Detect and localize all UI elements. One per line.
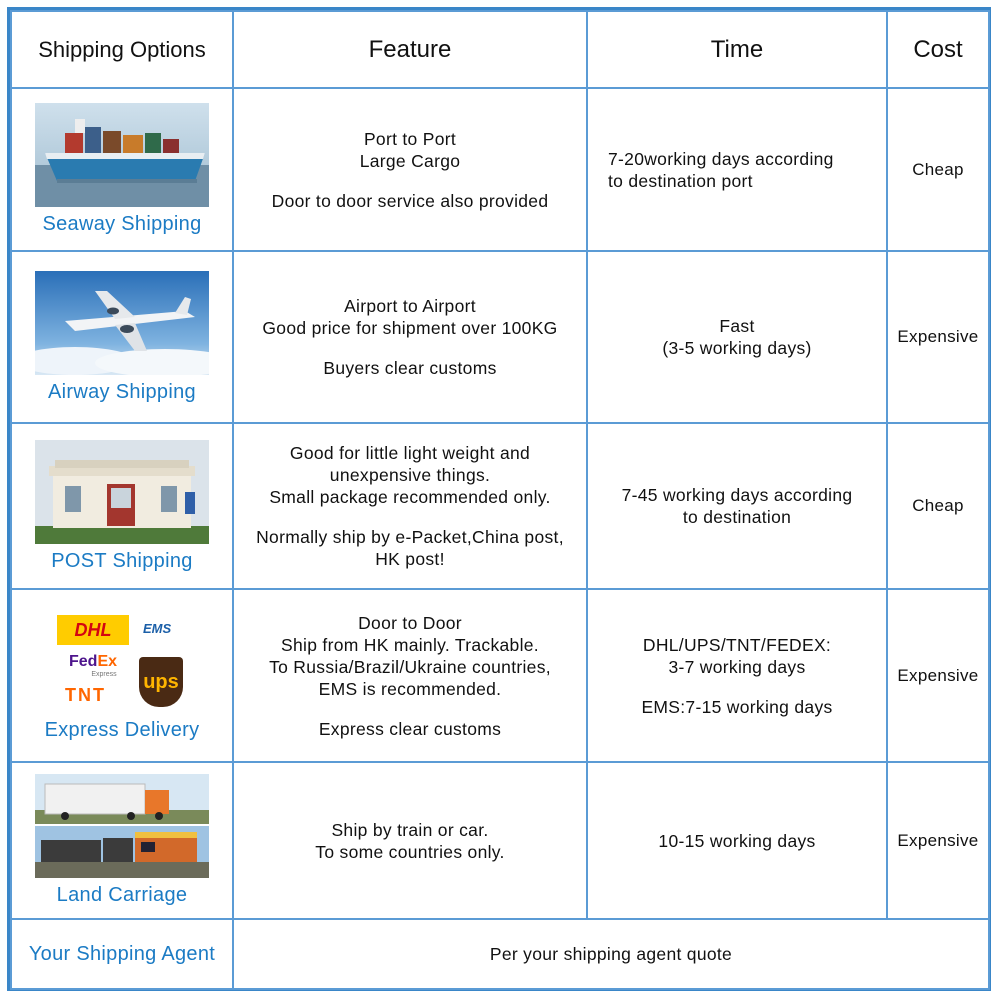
ems-logo: EMS (143, 621, 172, 636)
table-row-express (11, 589, 989, 762)
feature-gap (234, 700, 586, 718)
time-line: EMS:7-15 working days (641, 696, 833, 717)
option-cell (11, 423, 233, 589)
courier-logos-icon (35, 609, 209, 713)
agent-quote-cell: Per your shipping agent quote (233, 919, 989, 989)
option-label: Seaway Shipping (42, 213, 202, 235)
cargo-ship-icon (35, 103, 209, 207)
table-row-agent (11, 919, 989, 989)
header-time: Time (587, 11, 887, 88)
fedex-logo-sub: Express (91, 671, 117, 678)
time-line: 3-7 working days (668, 656, 806, 677)
feature-line: Door to door service also provided (271, 190, 549, 211)
table-row-seaway (11, 88, 989, 251)
option-label: Your Shipping Agent (28, 942, 216, 965)
table-header-row (11, 11, 989, 88)
option-label: Land Carriage (56, 884, 188, 906)
time-line: (3-5 working days) (662, 338, 812, 358)
feature-cell (233, 251, 587, 423)
shipping-options-table (10, 10, 990, 990)
dhl-logo: DHL (57, 615, 129, 645)
feature-line: Port to Port (363, 128, 457, 149)
fedex-logo (69, 653, 117, 678)
option-cell (11, 919, 233, 989)
feature-line: Good price for shipment over 100KG (262, 318, 558, 338)
table-row-post (11, 423, 989, 589)
feature-line: Normally ship by e-Packet,China post, (256, 527, 564, 547)
feature-gap (234, 339, 586, 357)
option-cell (11, 762, 233, 919)
feature-line: Ship by train or car. (331, 819, 489, 840)
time-cell (587, 88, 887, 251)
time-cell (587, 589, 887, 762)
feature-line: unexpensive things. (329, 465, 491, 485)
option-cell (11, 589, 233, 762)
post-office-icon (35, 440, 209, 544)
fedex-logo-part: Ex (97, 653, 118, 670)
header-cost: Cost (887, 11, 989, 88)
feature-cell (233, 88, 587, 251)
feature-cell (233, 423, 587, 589)
tnt-logo: TNT (65, 685, 106, 705)
cost-cell: Expensive (887, 251, 989, 423)
time-line: 7-45 working days according (621, 485, 853, 505)
time-cell (587, 762, 887, 919)
time-gap (588, 678, 886, 696)
table-row-land (11, 762, 989, 919)
time-line: to destination port (608, 170, 753, 191)
option-label: Express Delivery (44, 719, 200, 741)
time-line: DHL/UPS/TNT/FEDEX: (642, 634, 832, 655)
time-line: to destination (682, 507, 792, 527)
time-line: 10-15 working days (658, 830, 816, 851)
cost-cell: Expensive (887, 589, 989, 762)
truck-train-icon (35, 774, 209, 878)
feature-line: EMS is recommended. (318, 678, 502, 699)
feature-line: HK post! (375, 549, 445, 569)
cost-cell: Cheap (887, 423, 989, 589)
feature-line: Good for little light weight and (289, 443, 531, 463)
feature-gap (234, 172, 586, 190)
time-line: Fast (719, 316, 755, 336)
ups-logo: ups (139, 657, 183, 707)
airplane-icon (35, 271, 209, 375)
cost-cell: Cheap (887, 88, 989, 251)
feature-line: To Russia/Brazil/Ukraine countries, (269, 656, 551, 677)
feature-line: Airport to Airport (344, 296, 476, 316)
fedex-logo-part: Fed (69, 653, 98, 670)
feature-cell (233, 589, 587, 762)
feature-line: Small package recommended only. (269, 487, 551, 507)
option-label: POST Shipping (51, 549, 193, 572)
feature-line: Buyers clear customs (323, 358, 497, 378)
feature-line: Large Cargo (359, 150, 461, 171)
feature-gap (234, 508, 586, 526)
feature-line: Express clear customs (318, 718, 502, 739)
option-label: Airway Shipping (48, 380, 196, 403)
time-line: 7-20working days according (608, 148, 834, 169)
header-shipping-options: Shipping Options (11, 11, 233, 88)
feature-line: Door to Door (358, 612, 462, 633)
header-feature: Feature (233, 11, 587, 88)
time-cell (587, 251, 887, 423)
table-row-airway (11, 251, 989, 423)
feature-line: Ship from HK mainly. Trackable. (281, 634, 539, 655)
option-cell (11, 88, 233, 251)
feature-cell (233, 762, 587, 919)
time-cell (587, 423, 887, 589)
feature-line: To some countries only. (315, 841, 505, 862)
cost-cell: Expensive (887, 762, 989, 919)
option-cell (11, 251, 233, 423)
